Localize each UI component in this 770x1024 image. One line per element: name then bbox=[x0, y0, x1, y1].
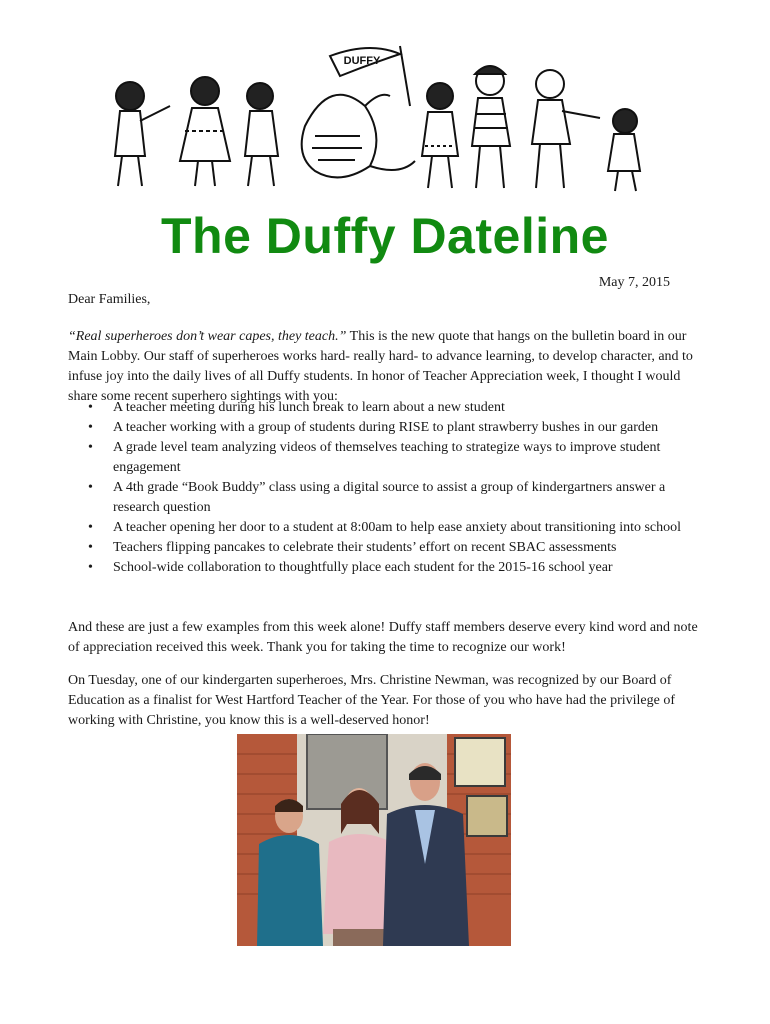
bullet-icon: • bbox=[88, 440, 93, 455]
list-item-text: A teacher opening her door to a student at 8:00am to help ease anxiety about transitioning into school bbox=[113, 520, 682, 535]
bullet-icon: • bbox=[88, 520, 93, 535]
bullet-icon: • bbox=[88, 540, 93, 555]
list-item bbox=[68, 478, 700, 518]
paragraph-appreciation: And these are just a few examples from this week alone! Duffy staff members deserve every kind word and note of appreciation received this week. Thank you for taking the time to recognize our work! bbox=[68, 620, 698, 655]
list-item-text: A grade level team analyzing videos of themselves teaching to strategize ways to improve student engagement bbox=[113, 440, 661, 475]
greeting: Dear Families, bbox=[68, 292, 151, 307]
cartoon-kids-drawing bbox=[100, 36, 670, 196]
paragraph-teacher-of-year: On Tuesday, one of our kindergarten superheroes, Mrs. Christine Newman, was recognized by our Board of Education as a finalist for West Hartford Teacher of the Year. For those of you who have had the privilege of working with Christine, you know this is a well-deserved honor! bbox=[68, 673, 675, 728]
bullet-icon: • bbox=[88, 400, 93, 415]
intro-paragraph bbox=[68, 327, 700, 407]
list-item-text: Teachers flipping pancakes to celebrate their students’ effort on recent SBAC assessments bbox=[113, 540, 617, 555]
superhero-sightings-list bbox=[68, 398, 700, 578]
list-item-text: A 4th grade “Book Buddy” class using a digital source to assist a group of kindergartners answer a research question bbox=[113, 480, 666, 515]
list-item bbox=[68, 418, 700, 438]
list-item-text: School-wide collaboration to thoughtfully place each student for the 2015-16 school year bbox=[113, 560, 613, 575]
list-item bbox=[68, 538, 700, 558]
list-item bbox=[68, 518, 700, 538]
intro-text: This is the new quote that hangs on the bulletin board in our Main Lobby. Our staff of superheroes works hard- really hard- to advance learning, to develop character, and to infuse joy into the daily lives of all Duffy students. In honor of Teacher Appreciation week, I thought I would share some recent superhero sightings with you: bbox=[68, 329, 693, 404]
list-item-text: A teacher working with a group of students during RISE to plant strawberry bushes in our garden bbox=[113, 420, 659, 435]
letter-date: May 7, 2015 bbox=[598, 275, 670, 290]
bullet-icon: • bbox=[88, 560, 93, 575]
newsletter-title: The Duffy Dateline bbox=[161, 208, 609, 264]
quote: “Real superheroes don’t wear capes, they teach.” bbox=[68, 329, 347, 344]
list-item bbox=[68, 438, 700, 478]
list-item bbox=[68, 558, 700, 578]
banner-text: DUFFY bbox=[343, 55, 381, 67]
bullet-icon: • bbox=[88, 420, 93, 435]
bullet-icon: • bbox=[88, 480, 93, 495]
list-item bbox=[68, 398, 700, 418]
masthead-illustration bbox=[100, 36, 670, 196]
list-item-text: A teacher meeting during his lunch break to learn about a new student bbox=[113, 400, 505, 415]
award-photo bbox=[237, 734, 511, 946]
